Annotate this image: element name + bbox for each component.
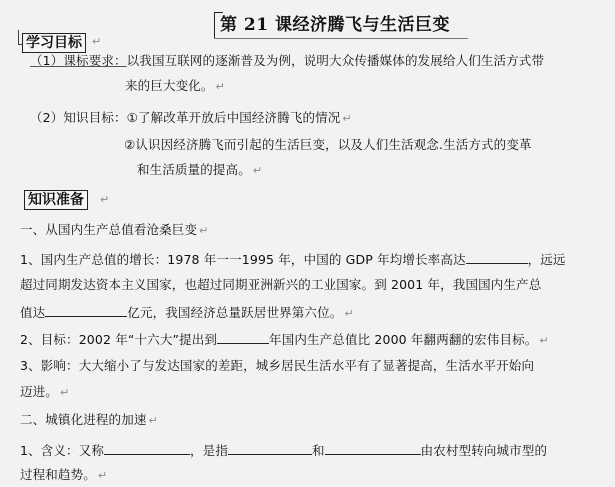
- curriculum-line-1: [30, 53, 544, 69]
- part2-item1-line-b: 过程和趋势。 ↵: [20, 467, 108, 482]
- paragraph-mark-icon: ↵: [252, 164, 263, 177]
- paragraph-mark-icon: ↵: [148, 414, 158, 427]
- curriculum-text-1: 以我国互联网的逐渐普及为例，说明大众传播媒体的发展给人们生活方式带: [126, 53, 545, 68]
- curriculum-line-2: [125, 78, 225, 95]
- knowledge-objective-item-1: ①了解改革开放后中国经济腾飞的情况: [126, 110, 341, 125]
- paragraph-mark-icon: ↵: [342, 112, 352, 125]
- paragraph-mark-icon: ↵: [100, 193, 110, 206]
- fill-blank-target-year[interactable]: [217, 330, 269, 344]
- part1-item3-line-a: 3、影响：大大缩小了与发达国家的差距，城乡居民生活水平有了显著提高，生活水平开始向: [20, 358, 535, 373]
- curriculum-text-2: 来的巨大变化。: [125, 78, 214, 93]
- fill-blank-growth-rate[interactable]: [466, 250, 528, 264]
- knowledge-prep-heading: 知识准备: [24, 190, 88, 210]
- knowledge-objective-line-1: [30, 110, 352, 127]
- fill-blank-gdp-2001[interactable]: [45, 303, 127, 317]
- lesson-title: 第 21 课经济腾飞与生活巨变: [220, 15, 450, 35]
- paragraph-mark-icon: ↵: [59, 386, 70, 399]
- fill-blank-second-term[interactable]: [325, 441, 421, 455]
- paragraph-mark-icon: ↵: [539, 334, 549, 347]
- knowledge-objective-line-2: [124, 137, 532, 153]
- part2-item1-line-a: 1、含义：又称 ，是指 和 由农村型转向城市型的: [20, 443, 548, 458]
- part1-item2-line: 2、目标：2002 年“十六大”提出到 年国内生产总值比 2000 年翻两翻的宏伟目标。 ↵: [20, 332, 549, 347]
- knowledge-objective-item-2a: ②认识因经济腾飞而引起的生活巨变，以及人们生活观念.生活方式的变革: [124, 137, 532, 152]
- knowledge-objective-line-3: [137, 162, 262, 179]
- part1-item1-line-b: 超过同期发达资本主义国家，也超过同期亚洲新兴的工业国家。到 2001 年，我国国内生产总: [20, 277, 542, 292]
- objectives-heading: 学习目标: [22, 33, 86, 53]
- part1-item3-line-b: 迈进。 ↵: [20, 384, 70, 399]
- paragraph-mark-icon: ↵: [199, 224, 209, 237]
- part1-item1-line-a: 1、国内生产总值的增长：1978 年一一1995 年，中国的 GDP 年均增长率高达 ，远远: [20, 252, 566, 267]
- part2-heading: 二、城镇化进程的加速 ↵: [20, 412, 158, 427]
- fill-blank-alias[interactable]: [104, 441, 190, 455]
- part1-heading: 一、从国内生产总值看沧桑巨变 ↵: [20, 222, 209, 237]
- paragraph-mark-icon: ↵: [344, 307, 354, 320]
- knowledge-objective-label: （2）知识目标：: [30, 110, 127, 125]
- curriculum-label: （1）课标要求：: [30, 53, 127, 68]
- fill-blank-first-term[interactable]: [228, 441, 312, 455]
- paragraph-mark-icon: ↵: [97, 469, 108, 482]
- title-underline: [214, 38, 468, 39]
- paragraph-mark-icon: ↵: [215, 80, 225, 93]
- part1-item1-line-c: 值达 亿元，我国经济总量跃居世界第六位。 ↵: [20, 305, 354, 320]
- paragraph-mark-icon: ↵: [92, 35, 102, 48]
- knowledge-objective-item-2b: 和生活质量的提高。: [137, 162, 251, 177]
